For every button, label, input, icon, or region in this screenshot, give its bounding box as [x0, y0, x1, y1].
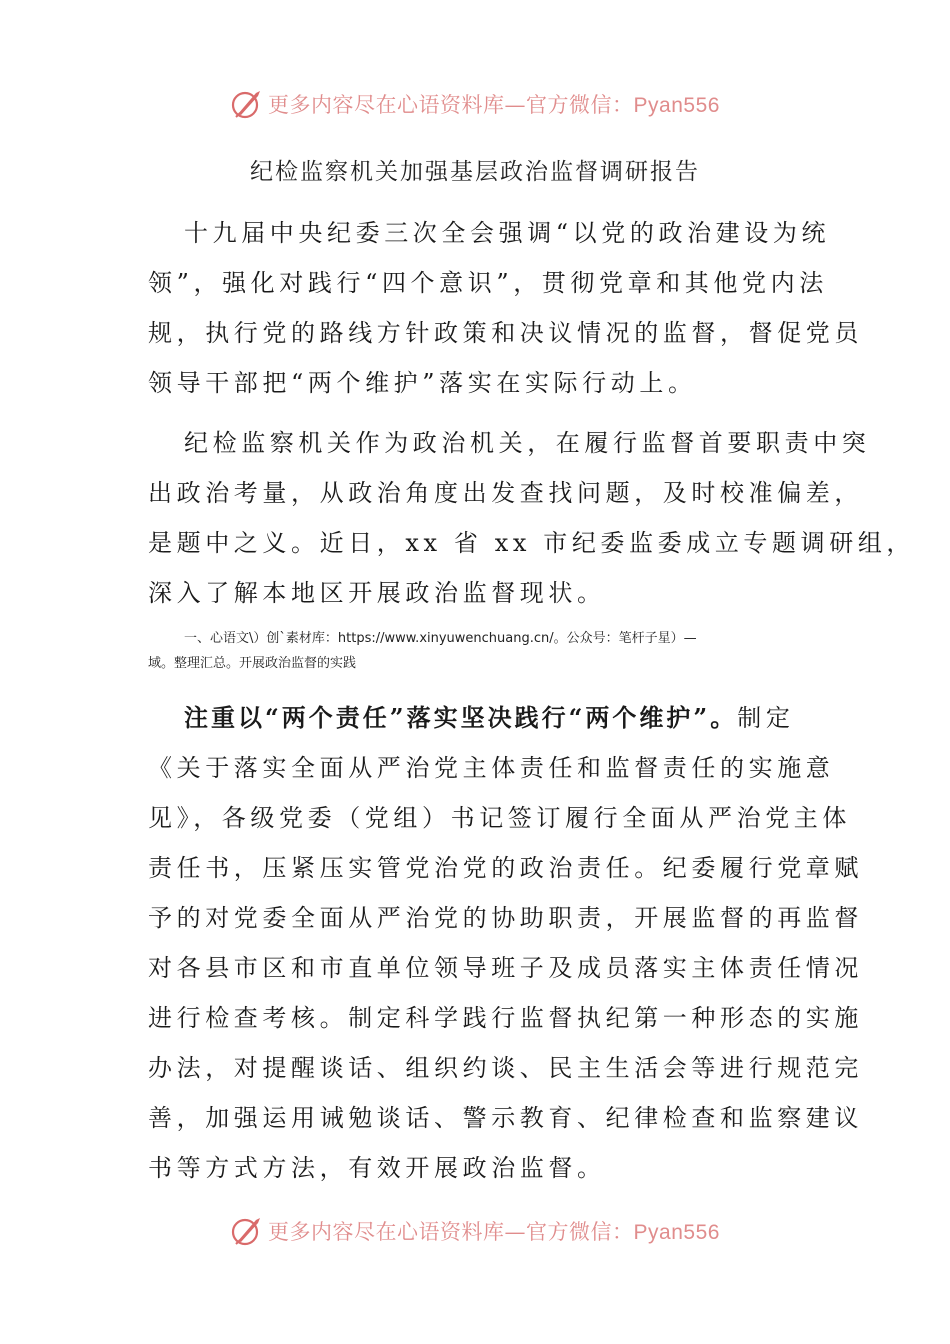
paragraph-line: 领”，强化对践行“四个意识”，贯彻党章和其他党内法 — [148, 269, 828, 297]
document-title: 纪检监察机关加强基层政治监督调研报告 — [250, 159, 700, 185]
wechat-id: Pyan556 — [633, 94, 720, 117]
paragraph-line: 书等方式方法，有效开展政治监督。 — [148, 1154, 606, 1182]
paragraph-line: 注重以“两个责任”落实坚决践行“两个维护”。制定 — [184, 703, 795, 732]
paragraph-1 — [148, 208, 863, 408]
quill-logo-icon — [230, 1214, 264, 1248]
paragraph-line: 予的对党委全面从严治党的协助职责，开展监督的再监督 — [148, 904, 863, 932]
paragraph-line: 出政治考量，从政治角度出发查找问题，及时校准偏差， — [148, 479, 863, 507]
section-heading: 注重以“两个责任”落实坚决践行“两个维护”。 — [184, 703, 738, 732]
watermark-banner-top — [0, 84, 950, 124]
paragraph-line: 责任书，压紧压实管党治党的政治责任。纪委履行党章赋 — [148, 854, 863, 882]
paragraph-line: 《关于落实全面从严治党主体责任和监督责任的实施意 — [148, 754, 835, 782]
paragraph-line: 十九届中央纪委三次全会强调“以党的政治建设为统 — [184, 219, 831, 247]
watermark-text: 更多内容尽在心语资料库—官方微信：Pyan556 — [268, 93, 720, 117]
paragraph-line: 规，执行党的路线方针政策和决议情况的监督，督促党员 — [148, 319, 863, 347]
paragraph-line: 深入了解本地区开展政治监督现状。 — [148, 579, 606, 607]
note-line: 域。整理汇总。开展政治监督的实践 — [148, 656, 357, 671]
paragraph-line: 办法，对提醒谈话、组织约谈、民主生活会等进行规范完 — [148, 1054, 863, 1082]
source-note — [148, 626, 812, 676]
watermark-text: 更多内容尽在心语资料库—官方微信：Pyan556 — [268, 1220, 720, 1244]
paragraph-line: 是题中之义。近日，xx 省 xx 市纪委监委成立专题调研组， — [148, 529, 916, 557]
paragraph-line: 纪检监察机关作为政治机关，在履行监督首要职责中突 — [184, 429, 871, 457]
paragraph-line: 见》，各级党委（党组）书记签订履行全面从严治党主体 — [148, 804, 851, 832]
paragraph-2 — [148, 418, 916, 618]
wechat-id: Pyan556 — [633, 1221, 720, 1244]
note-line: 一、心语文\）创`素材库：https://www.xinyuwenchuang.cn/。公众号：笔杆子星）— — [184, 631, 697, 646]
watermark-banner-bottom — [0, 1211, 950, 1251]
paragraph-4 — [148, 693, 863, 1193]
paragraph-line: 对各县市区和市直单位领导班子及成员落实主体责任情况 — [148, 954, 863, 982]
paragraph-line: 进行检查考核。制定科学践行监督执纪第一种形态的实施 — [148, 1004, 863, 1032]
paragraph-line: 善，加强运用诫勉谈话、警示教育、纪律检查和监察建议 — [148, 1104, 863, 1132]
quill-logo-icon — [230, 87, 264, 121]
paragraph-line: 领导干部把“两个维护”落实在实际行动上。 — [148, 369, 697, 397]
